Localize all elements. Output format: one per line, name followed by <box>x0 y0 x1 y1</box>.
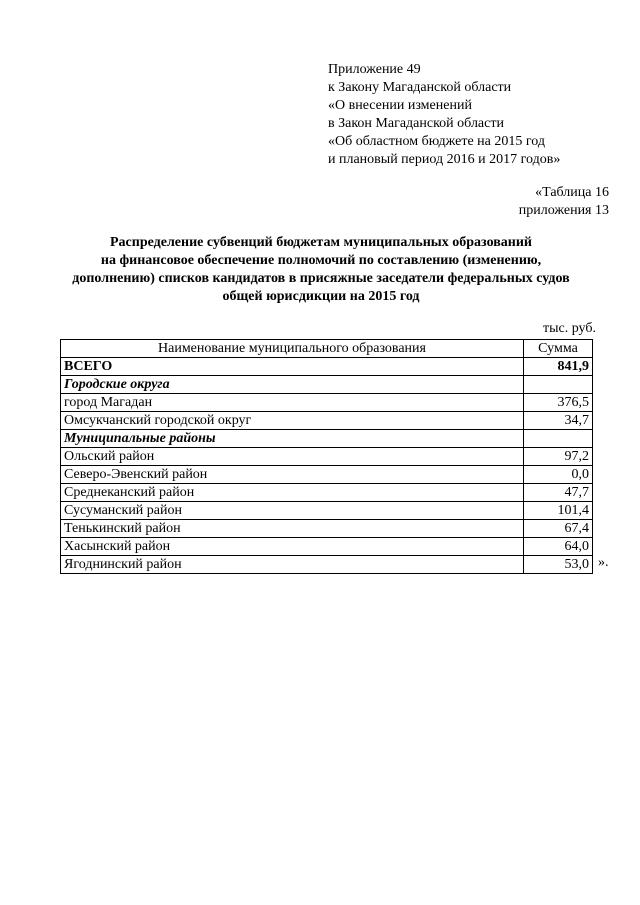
title-line: Распределение субвенций бюджетам муниципальных образований <box>110 235 532 250</box>
table-reference-line: приложения 13 <box>518 203 609 218</box>
group-empty-cell <box>524 430 593 448</box>
units-label: тыс. руб. <box>543 321 596 336</box>
table-row <box>61 556 593 574</box>
appendix-line: к Закону Магаданской области <box>328 80 512 95</box>
appendix-line: «О внесении изменений <box>328 98 472 113</box>
document-title <box>40 234 602 306</box>
title-line: общей юрисдикции на 2015 год <box>222 289 420 304</box>
title-line: дополнению) списков кандидатов в присяжные заседатели федеральных судов <box>72 271 570 286</box>
row-value: 47,7 <box>524 484 593 502</box>
row-name: Ольский район <box>61 448 524 466</box>
row-name: город Магадан <box>61 394 524 412</box>
appendix-line: и плановый период 2016 и 2017 годов» <box>328 152 561 167</box>
total-name: ВСЕГО <box>61 358 524 376</box>
header-name: Наименование муниципального образования <box>61 340 524 358</box>
group-empty-cell <box>524 376 593 394</box>
table-row <box>61 412 593 430</box>
total-value: 841,9 <box>524 358 593 376</box>
table-row <box>61 448 593 466</box>
appendix-line: «Об областном бюджете на 2015 год <box>328 134 545 149</box>
group-title: Муниципальные районы <box>61 430 524 448</box>
table-row <box>61 484 593 502</box>
group-title: Городские округа <box>61 376 524 394</box>
table-row <box>61 520 593 538</box>
row-name: Тенькинский район <box>61 520 524 538</box>
row-value: 101,4 <box>524 502 593 520</box>
row-name: Сусуманский район <box>61 502 524 520</box>
appendix-line: в Закон Магаданской области <box>328 116 504 131</box>
closing-quote-mark: ». <box>598 555 609 570</box>
row-value: 53,0 <box>524 556 593 574</box>
group-row <box>61 376 593 394</box>
table-row <box>61 394 593 412</box>
title-line: на финансовое обеспечение полномочий по составлению (изменению, <box>100 253 542 268</box>
row-value: 0,0 <box>524 466 593 484</box>
total-row <box>61 358 593 376</box>
group-row <box>61 430 593 448</box>
table-row <box>61 466 593 484</box>
row-name: Среднеканский район <box>61 484 524 502</box>
row-value: 64,0 <box>524 538 593 556</box>
table-header-row <box>61 340 593 358</box>
appendix-line: Приложение 49 <box>328 62 421 77</box>
row-value: 67,4 <box>524 520 593 538</box>
distribution-table <box>60 339 593 574</box>
table-row <box>61 502 593 520</box>
table-reference-line: «Таблица 16 <box>535 185 609 200</box>
row-name: Ягоднинский район <box>61 556 524 574</box>
row-value: 97,2 <box>524 448 593 466</box>
header-sum: Сумма <box>524 340 593 358</box>
row-value: 34,7 <box>524 412 593 430</box>
table-row <box>61 538 593 556</box>
row-name: Хасынский район <box>61 538 524 556</box>
appendix-header <box>328 61 560 169</box>
table-reference <box>519 184 609 220</box>
row-value: 376,5 <box>524 394 593 412</box>
row-name: Омсукчанский городской округ <box>61 412 524 430</box>
row-name: Северо-Эвенский район <box>61 466 524 484</box>
